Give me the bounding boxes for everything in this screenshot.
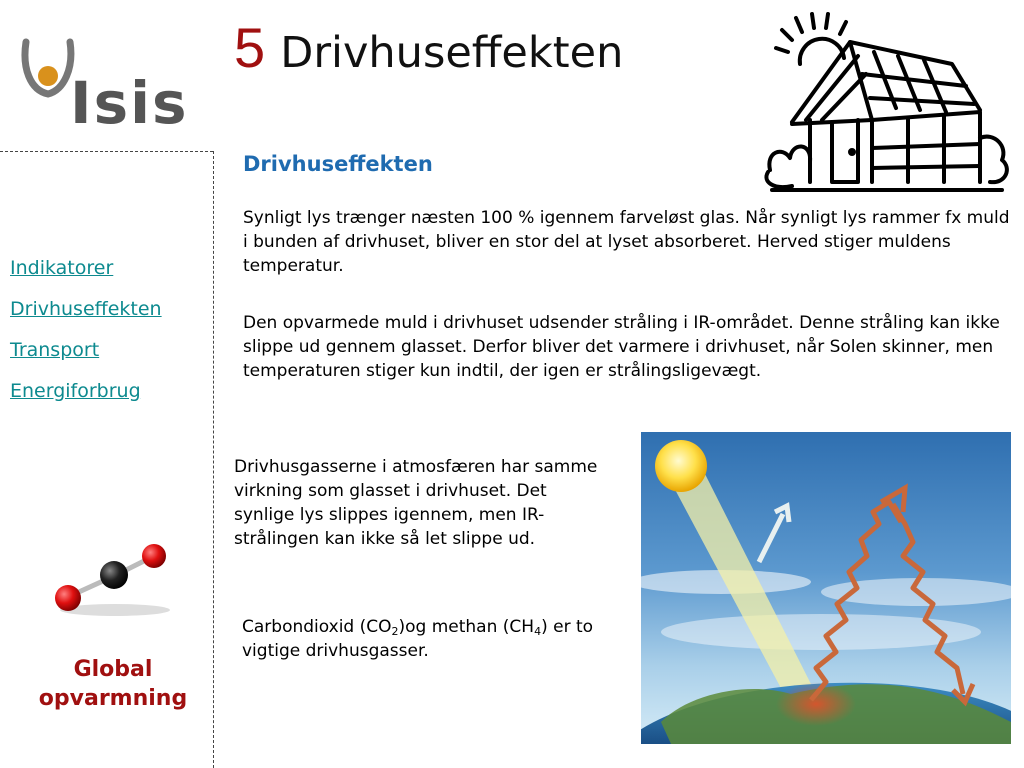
sidebar-caption: Global opvarmning bbox=[38, 657, 188, 711]
page-title bbox=[234, 16, 624, 79]
nav-link-drivhuseffekten[interactable]: Drivhuseffekten bbox=[10, 298, 162, 320]
nav-link-indikatorer[interactable]: Indikatorer bbox=[10, 257, 114, 279]
greenhouse-sun-icon bbox=[762, 12, 1012, 197]
title-text: Drivhuseffekten bbox=[280, 28, 624, 78]
sidebar-nav bbox=[10, 256, 210, 420]
paragraph-visible-light: Synligt lys trænger næsten 100 % igennem farveløst glas. Når synligt lys rammer fx muld i bunden af drivhuset, bliver en stor del at lyset absorberet. Herved stiger muldens temperatur. bbox=[243, 208, 1010, 276]
earth-greenhouse-diagram bbox=[641, 432, 1011, 744]
sidebar-divider bbox=[213, 151, 214, 768]
nav-link-transport[interactable]: Transport bbox=[10, 339, 100, 361]
text-segment: Carbondioxid (CO bbox=[242, 617, 392, 637]
isis-logo bbox=[20, 38, 200, 138]
text-segment: ) er to vigtige drivhusgasser. bbox=[242, 617, 594, 661]
paragraph-co2-methane bbox=[242, 615, 622, 663]
paragraph-ir-radiation: Den opvarmede muld i drivhuset udsender stråling i IR-området. Denne stråling kan ikke slippe ud gennem glasset. Derfor bliver det varmere i drivhuset, når Solen skinner, men temperaturen stiger kun indtil, der igen er strålingsligevægt. bbox=[243, 313, 1000, 381]
section-heading: Drivhuseffekten bbox=[243, 152, 433, 176]
subscript-4: 4 bbox=[534, 625, 542, 638]
nav-link-energiforbrug[interactable]: Energiforbrug bbox=[10, 380, 141, 402]
text-segment: )og methan (CH bbox=[398, 617, 535, 637]
subscript-2: 2 bbox=[391, 625, 399, 638]
co2-molecule-icon bbox=[50, 540, 180, 620]
title-number: 5 bbox=[234, 16, 266, 79]
paragraph-greenhouse-gases: Drivhusgasserne i atmosfæren har samme virkning som glasset i drivhuset. Det synlige lys slippes igennem, men IR-strålingen kan ikke så let slippe ud. bbox=[234, 457, 598, 549]
sidebar-top-divider bbox=[0, 151, 213, 152]
logo-text: Isis bbox=[70, 69, 189, 137]
